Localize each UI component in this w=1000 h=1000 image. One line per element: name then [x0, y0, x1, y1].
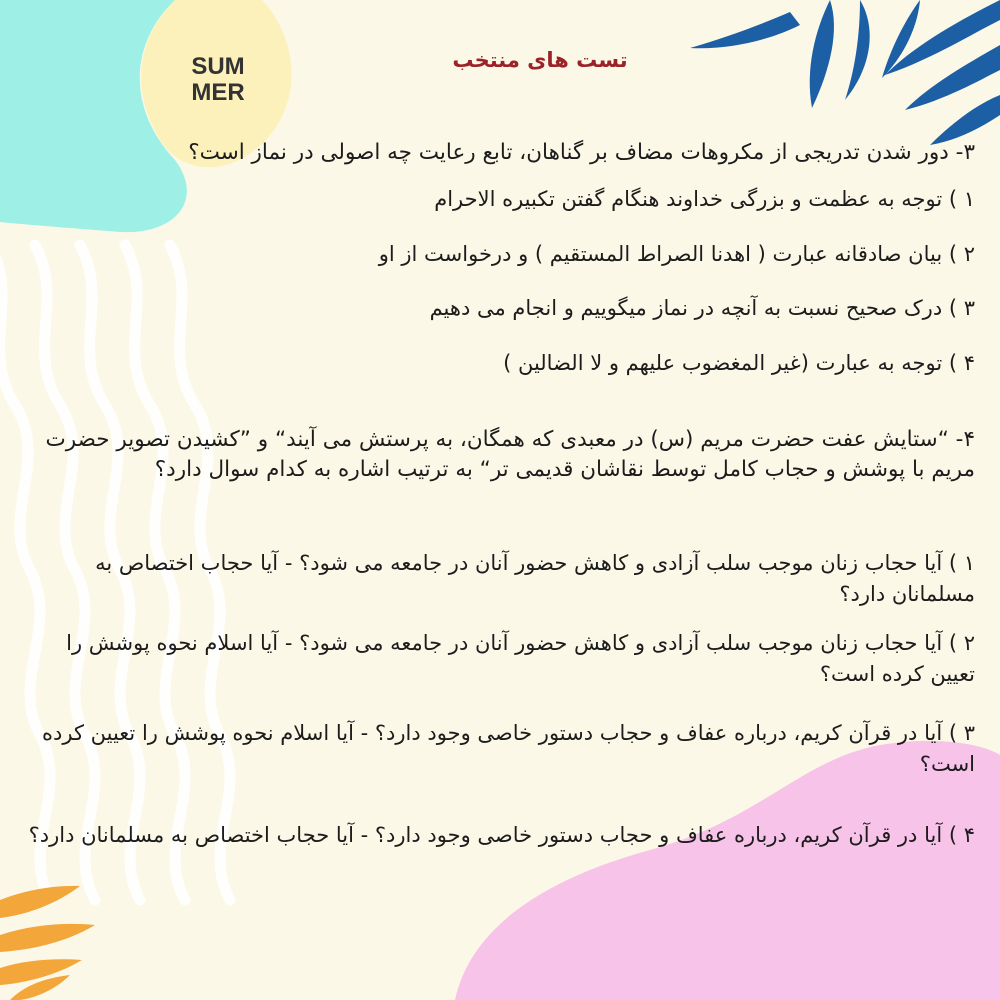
blue-leaf-icon [690, 0, 1000, 145]
logo-line-2: MER [191, 79, 245, 106]
question-4-option-2: ۲ ) آیا حجاب زنان موجب سلب آزادی و کاهش حضور آنان در جامعه می شود؟ - آیا اسلام نحوه پوشش را تعیین کرده است؟ [66, 631, 975, 686]
question-3-option-3: ۳ ) درک صحیح نسبت به آنچه در نماز میگوییم و انجام می دهیم [429, 296, 975, 320]
summer-logo [178, 54, 258, 106]
orange-leaf-icon [0, 886, 95, 1000]
question-4-option-4: ۴ ) آیا در قرآن کریم، درباره عفاف و حجاب دستور خاصی وجود دارد؟ - آیا حجاب اختصاص به مسلمانان دارد؟ [28, 823, 975, 847]
question-4-option-1: ۱ ) آیا حجاب زنان موجب سلب آزادی و کاهش حضور آنان در جامعه می شود؟ - آیا حجاب اختصاص به مسلمانان دارد؟ [95, 551, 975, 606]
question-3-option-2: ۲ ) بیان صادقانه عبارت ( اهدنا الصراط المستقیم ) و درخواست از او [378, 242, 975, 266]
question-4-option-3: ۳ ) آیا در قرآن کریم، درباره عفاف و حجاب دستور خاصی وجود دارد؟ - آیا اسلام نحوه پوشش را تعیین کرده است؟ [42, 721, 975, 776]
question-4-text: ۴- “ستایش عفت حضرت مریم (س) در معبدی که همگان، به پرستش می آیند“ و ”کشیدن تصویر حضرت مریم با پوشش و حجاب کامل توسط نقاشان قدیمی تر“ به ترتیب اشاره به کدام سوال دارد؟ [45, 427, 975, 482]
logo-line-1: SUM [191, 53, 245, 80]
page-title: تست های منتخب [452, 48, 628, 72]
question-3-option-4: ۴ ) توجه به عبارت (غیر المغضوب علیهم و لا الضالین ) [503, 351, 975, 375]
question-3-text: ۳- دور شدن تدریجی از مکروهات مضاف بر گناهان، تابع رعایت چه اصولی در نماز است؟ [188, 140, 975, 165]
question-3-option-1: ۱ ) توجه به عظمت و بزرگی خداوند هنگام گفتن تکبیره الاحرام [434, 187, 975, 211]
